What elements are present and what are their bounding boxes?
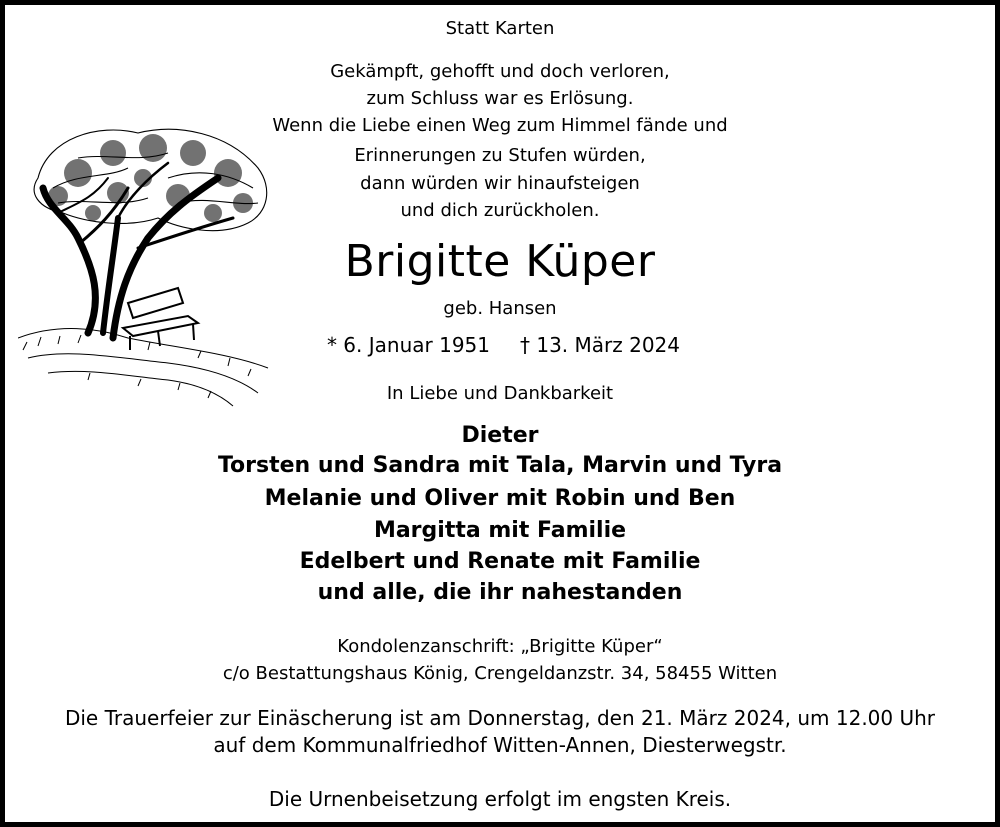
poem-line: und dich zurückholen. xyxy=(400,200,600,221)
birth-date: * 6. Januar 1951 xyxy=(326,333,490,357)
poem-line: dann würden wir hinaufsteigen xyxy=(360,173,640,194)
family-line: Dieter xyxy=(461,423,539,448)
dedication: In Liebe und Dankbarkeit xyxy=(386,383,614,404)
family-line: Margitta mit Familie xyxy=(373,518,627,543)
deceased-name: Brigitte Küper xyxy=(344,236,656,287)
maiden-name: geb. Hansen xyxy=(443,298,557,319)
poem-line: Gekämpft, gehofft und doch verloren, xyxy=(330,61,670,82)
statt-karten: Statt Karten xyxy=(445,18,555,39)
burial-note: Die Urnenbeisetzung erfolgt im engsten Kreis. xyxy=(268,787,732,811)
poem-line: zum Schluss war es Erlösung. xyxy=(366,88,634,109)
poem-line: Erinnerungen zu Stufen würden, xyxy=(354,145,646,166)
poem-line: Wenn die Liebe einen Weg zum Himmel fände und xyxy=(272,115,728,136)
family-line: Torsten und Sandra mit Tala, Marvin und Tyra xyxy=(217,453,783,478)
condolence-line: Kondolenzanschrift: „Brigitte Küper“ xyxy=(337,636,663,657)
family-line: Melanie und Oliver mit Robin und Ben xyxy=(264,486,736,511)
ceremony-line: auf dem Kommunalfriedhof Witten-Annen, Diesterwegstr. xyxy=(213,733,787,757)
family-line: Edelbert und Renate mit Familie xyxy=(299,549,701,574)
ceremony-line: Die Trauerfeier zur Einäscherung ist am Donnerstag, den 21. März 2024, um 12.00 Uhr xyxy=(64,706,936,730)
family-line: und alle, die ihr nahestanden xyxy=(317,580,683,605)
condolence-line: c/o Bestattungshaus König, Crengeldanzstr. 34, 58455 Witten xyxy=(222,663,778,684)
death-date: † 13. März 2024 xyxy=(520,333,681,357)
